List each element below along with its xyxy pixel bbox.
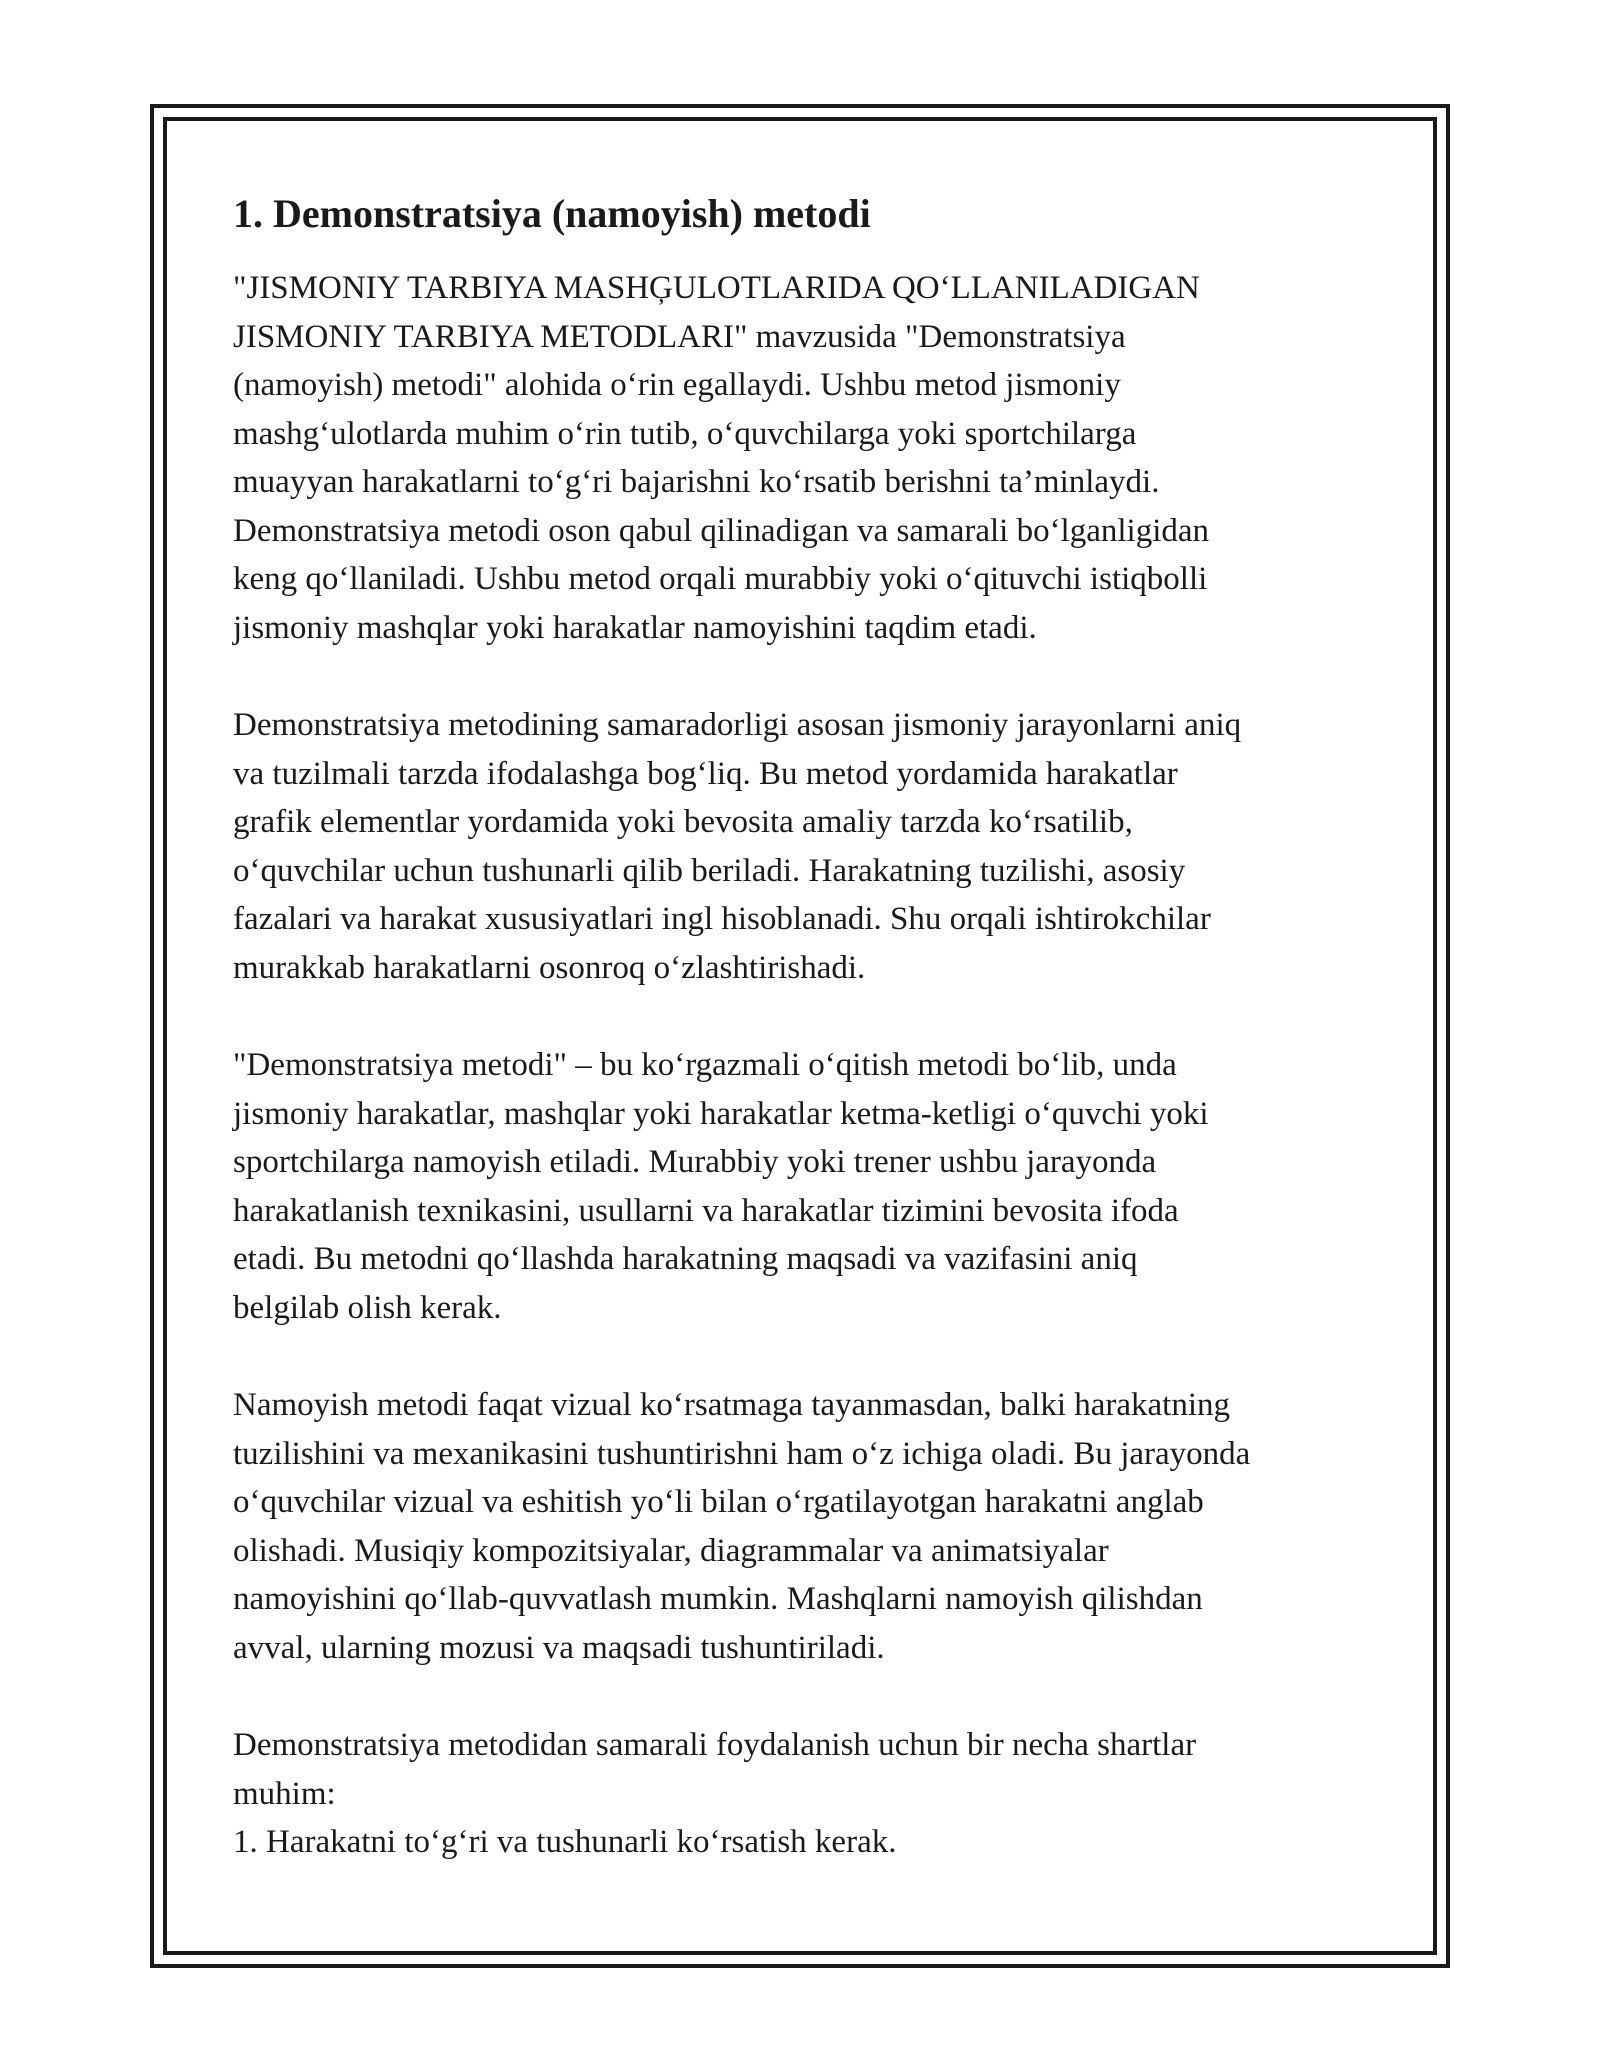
- text-line: keng qo‘llaniladi. Ushbu metod orqali murabbiy yoki o‘qituvchi istiqbolli: [233, 561, 1208, 597]
- text-line: "JISMONIY TARBIYA MASHĢULOTLARIDA QO‘LLANILADIGAN: [233, 270, 1200, 306]
- text-line: sportchilarga namoyish etiladi. Murabbiy yoki trener ushbu jarayonda: [233, 1144, 1157, 1180]
- text-line: va tuzilmali tarzda ifodalashga bog‘liq. Bu metod yordamida harakatlar: [233, 755, 1178, 792]
- text-line: murakkab harakatlarni osonroq o‘zlashtirishadi.: [233, 949, 866, 986]
- document-body: [233, 186, 1373, 1916]
- text-line: olishadi. Musiqiy kompozitsiyalar, diagrammalar va animatsiyalar: [233, 1532, 1109, 1569]
- text-line: Demonstratsiya metodining samaradorligi asosan jismoniy jarayonlarni aniq: [233, 707, 1242, 743]
- paragraph-3: [233, 1041, 1373, 1332]
- text-line: Demonstratsiya metodi oson qabul qilinadigan va samarali bo‘lganligidan: [233, 512, 1210, 549]
- text-line: grafik elementlar yordamida yoki bevosita amaliy tarzda ko‘rsatilib,: [233, 804, 1133, 840]
- text-line: jismoniy mashqlar yoki harakatlar namoyishini taqdim etadi.: [233, 609, 1037, 646]
- text-line: namoyishini qo‘llab-quvvatlash mumkin. Mashqlarni namoyish qilishdan: [233, 1581, 1203, 1617]
- text-line: jismoniy harakatlar, mashqlar yoki harakatlar ketma-ketligi o‘quvchi yoki: [233, 1095, 1209, 1132]
- list-item: 1. Harakatni to‘g‘ri va tushunarli ko‘rsatish kerak.: [233, 1824, 897, 1860]
- text-line: fazalari va harakat xususiyatlari ingl hisoblanadi. Shu orqali ishtirokchilar: [233, 901, 1211, 937]
- text-line: belgilab olish kerak.: [233, 1289, 502, 1326]
- paragraph-1: [233, 264, 1373, 652]
- text-line: JISMONIY TARBIYA METODLARI" mavzusida "Demonstratsiya: [233, 318, 1126, 355]
- paragraph-2: [233, 701, 1373, 992]
- text-line: harakatlanish texnikasini, usullarni va harakatlar tizimini bevosita ifoda: [233, 1192, 1179, 1229]
- text-line: Demonstratsiya metodidan samarali foydalanish uchun bir necha shartlar: [233, 1727, 1197, 1763]
- text-line: o‘quvchilar uchun tushunarli qilib beriladi. Harakatning tuzilishi, asosiy: [233, 852, 1186, 889]
- text-line: avval, ularning mozusi va maqsadi tushuntiriladi.: [233, 1629, 885, 1666]
- text-line: muayyan harakatlarni to‘g‘ri bajarishni ko‘rsatib berishni ta’minlaydi.: [233, 464, 1160, 500]
- paragraph-5: [233, 1721, 1373, 1867]
- text-line: (namoyish) metodi" alohida o‘rin egallaydi. Ushbu metod jismoniy: [233, 367, 1121, 403]
- text-line: Namoyish metodi faqat vizual ko‘rsatmaga tayanmasdan, balki harakatning: [233, 1387, 1231, 1423]
- text-line: mashg‘ulotlarda muhim o‘rin tutib, o‘quvchilarga yoki sportchilarga: [233, 415, 1137, 452]
- text-line: o‘quvchilar vizual va eshitish yo‘li bilan o‘rgatilayotgan harakatni anglab: [233, 1484, 1204, 1520]
- section-heading: 1. Demonstratsiya (namoyish) metodi: [233, 191, 871, 236]
- text-line: tuzilishini va mexanikasini tushuntirishni ham o‘z ichiga oladi. Bu jarayonda: [233, 1435, 1251, 1472]
- text-line: "Demonstratsiya metodi" – bu ko‘rgazmali o‘qitish metodi bo‘lib, unda: [233, 1047, 1177, 1083]
- text-line: etadi. Bu metodni qo‘llashda harakatning maqsadi va vazifasini aniq: [233, 1241, 1138, 1277]
- text-line: muhim:: [233, 1775, 336, 1812]
- paragraph-4: [233, 1381, 1373, 1672]
